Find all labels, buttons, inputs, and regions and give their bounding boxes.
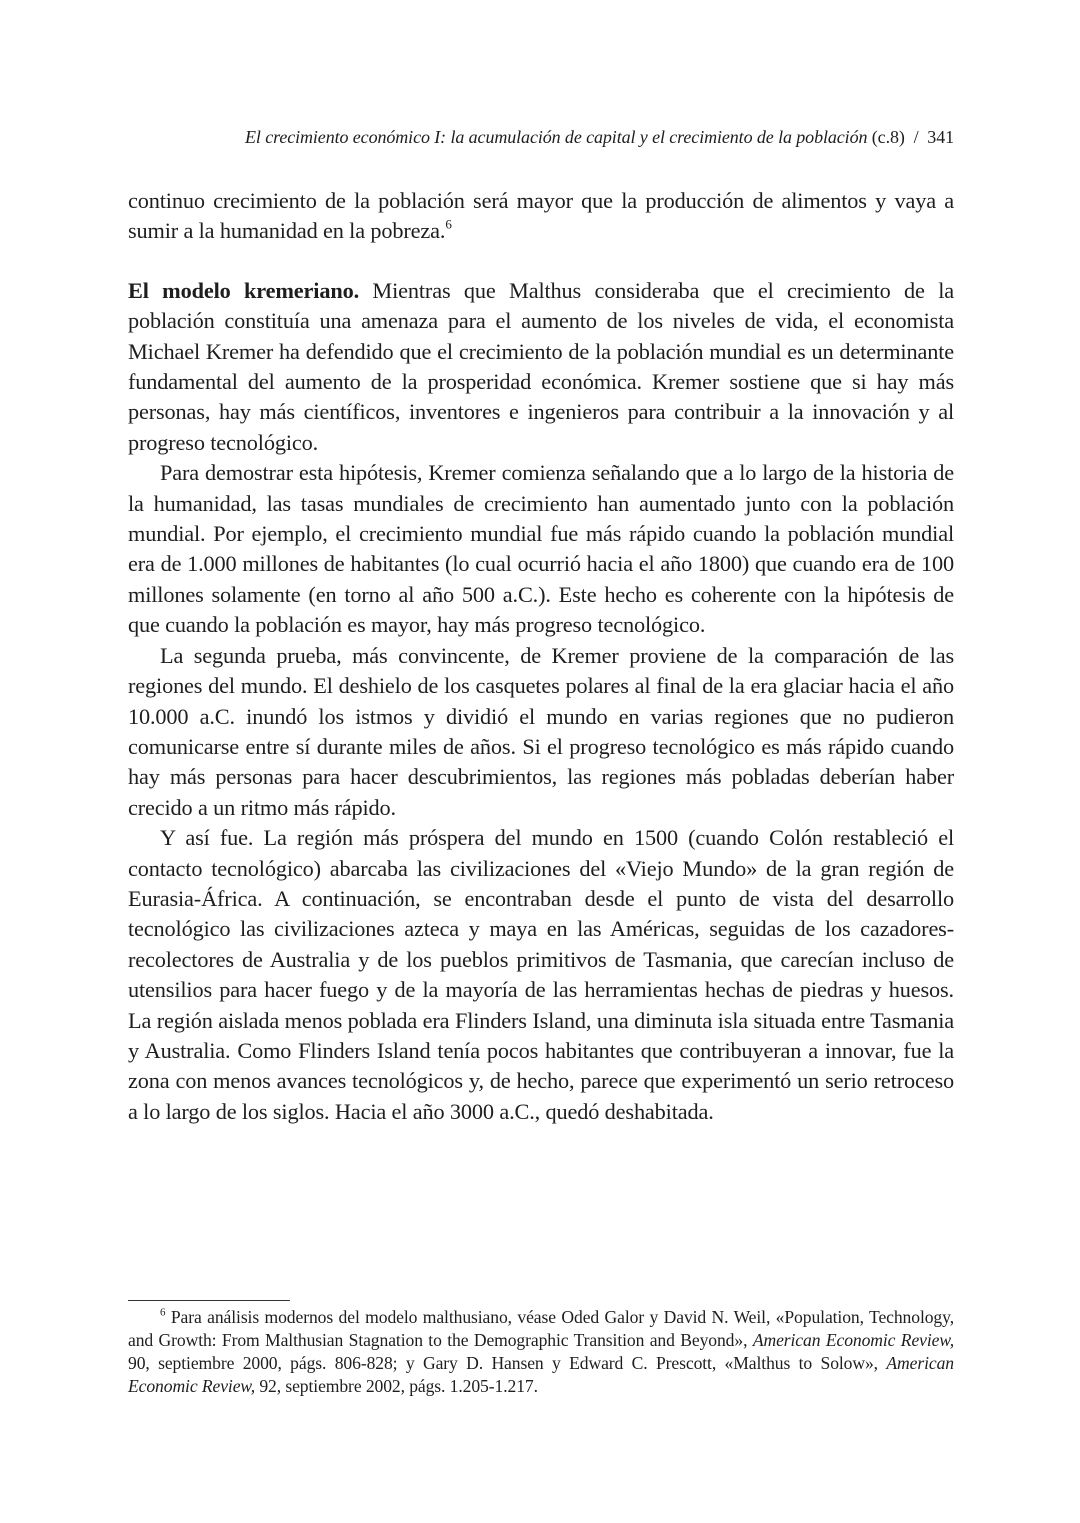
paragraph-regions: La segunda prueba, más convincente, de Kremer proviene de la comparación de las regiones del mundo. El deshielo de los casquetes polares al final de la era glaciar hacia el año 10.000 a.C. inundó los istmos y dividió el mundo en varias regiones que no pudieron comunicarse entre sí durante miles de años. Si el progreso tecnológico es más rápido cuando hay más personas para hacer descubrimientos, las regiones más pobladas deberían haber crecido a un ritmo más rápido. (128, 642, 954, 820)
footnote-text: Para análisis modernos del modelo malthusiano, véase Oded Galor y David N. Weil, «Population, Technology, and Growth: From Malthusian Stagnation to the Demographic Transition and Beyond», (128, 1307, 954, 1350)
running-header (186, 124, 954, 150)
paragraph-continuation (128, 186, 954, 247)
running-title: El crecimiento económico I: la acumulación de capital y el crecimiento de la población (245, 127, 868, 147)
main-text (128, 186, 954, 1127)
chapter-label: (c.8) (871, 127, 905, 147)
section-lead-heading: El modelo kremeriano. (128, 277, 360, 303)
footnote-ref[interactable]: 6 (445, 216, 452, 232)
footnote-text: 90, septiembre 2000, págs. 806-828; y Gary D. Hansen y Edward C. Prescott, «Malthus to Solow», (128, 1353, 887, 1373)
footnote (128, 1306, 954, 1398)
footnote-6 (128, 1306, 954, 1398)
paragraph-text: continuo crecimiento de la población será mayor que la producción de alimentos y vaya a sumir a la humanidad en la pobreza. (128, 188, 954, 244)
header-separator: / (913, 127, 919, 147)
footnote-divider (128, 1300, 290, 1301)
paragraph-evidence: Y así fue. La región más próspera del mundo en 1500 (cuando Colón restableció el contacto tecnológico) abarcaba las civilizaciones del «Viejo Mundo» de la gran región de Eurasia-África. A continuación, se encontraban desde el punto de vista del desarrollo tecnológico las civilizaciones azteca y maya en las Américas, seguidas de los cazadores-recolectores de Australia y de los pueblos primitivos de Tasmania, que carecían incluso de utensilios para hacer fuego y de la mayoría de las herramientas hechas de piedras y huesos. La región aislada menos poblada era Flinders Island, una diminuta isla situada entre Tasmania y Australia. Como Flinders Island tenía pocos habitantes que contribuyeran a innovar, fue la zona con menos avances tecnológicos y, de hecho, parece que experimentó un serio retroceso a lo largo de los siglos. Hacia el año 3000 a.C., quedó deshabitada. (128, 825, 954, 1124)
page-number: 341 (927, 127, 954, 147)
paragraph-kremer-model (128, 276, 954, 458)
journal-title: American Economic Review, (752, 1330, 954, 1350)
paragraph-text: Mientras que Malthus consideraba que el crecimiento de la población constituía una amenaza para el aumento de los niveles de vida, el economista Michael Kremer ha defendido que el crecimiento de la población mundial es un determinante fundamental del aumento de la prosperidad económica. Kremer sostiene que si hay más personas, hay más científicos, inventores e ingenieros para contribuir a la innovación y al progreso tecnológico. (128, 277, 954, 455)
footnote-number: 6 (160, 1306, 166, 1319)
paragraph-hypothesis: Para demostrar esta hipótesis, Kremer comienza señalando que a lo largo de la historia de la humanidad, las tasas mundiales de crecimiento han aumentado junto con la población mundial. Por ejemplo, el crecimiento mundial fue más rápido cuando la población mundial era de 1.000 millones de habitantes (lo cual ocurrió hacia el año 1800) que cuando era de 100 millones solamente (en torno al año 500 a.C.). Este hecho es coherente con la hipótesis de que cuando la población es mayor, hay más progreso tecnológico. (128, 460, 954, 638)
footnote-text: 92, septiembre 2002, págs. 1.205-1.217. (255, 1376, 538, 1396)
journal-title: American Economic Review, (128, 1353, 954, 1396)
